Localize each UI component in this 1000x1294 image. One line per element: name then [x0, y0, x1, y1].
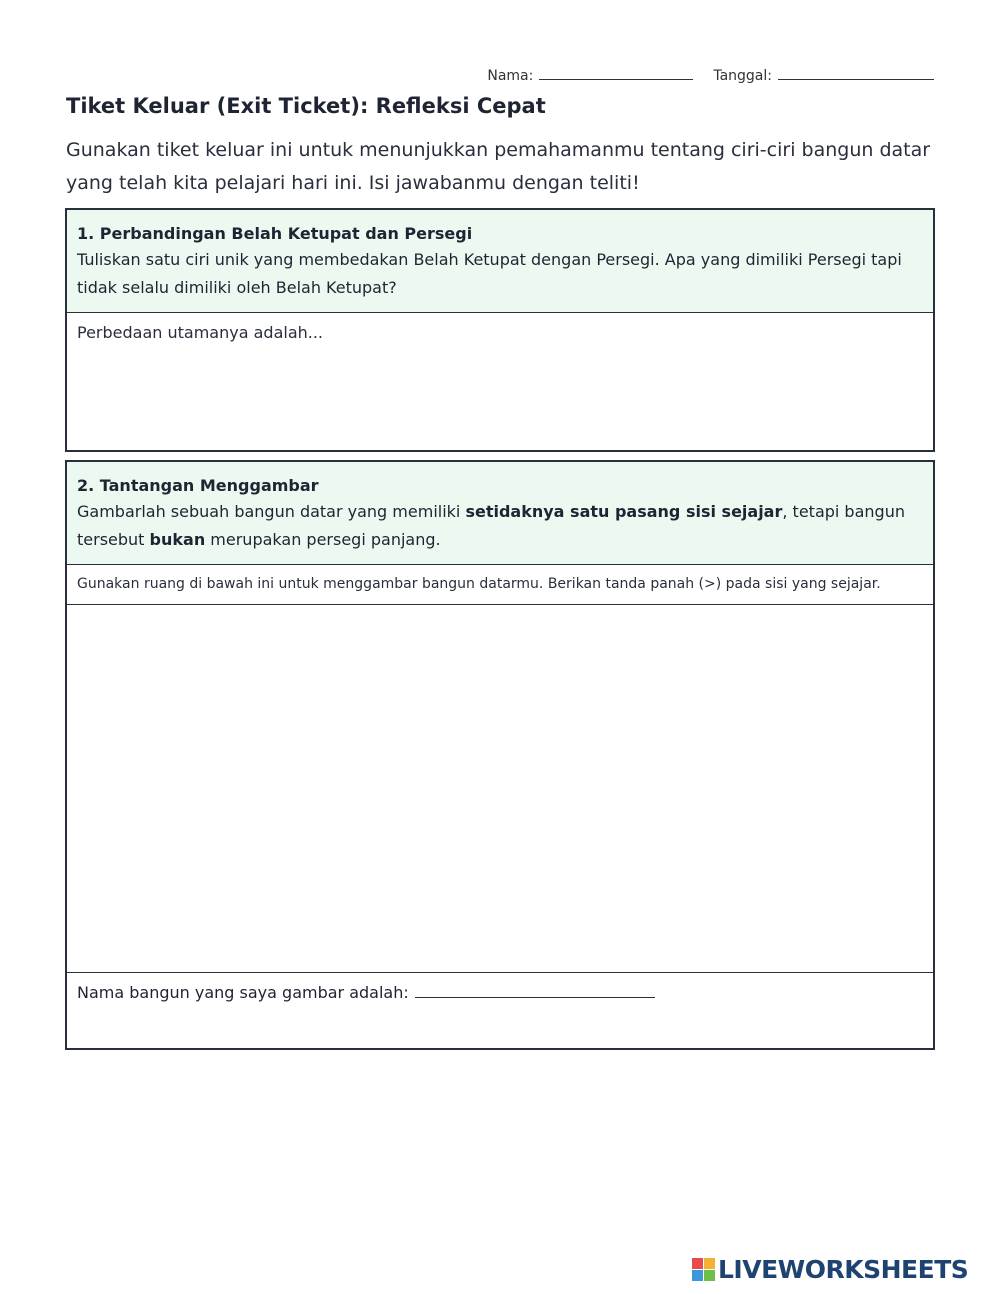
question2-header [67, 462, 933, 565]
question1-answer-prompt: Perbedaan utamanya adalah... [77, 323, 324, 342]
shape-name-input-line[interactable] [415, 997, 655, 998]
question2-text-middle: , tetapi bangun tersebut [77, 502, 905, 549]
name-label: Nama: [487, 68, 534, 84]
question2-text-bold1: setidaknya satu pasang sisi sejajar [465, 502, 783, 521]
shape-name-row [67, 973, 933, 1012]
logo-text: LIVEWORKSHEETS [718, 1255, 969, 1284]
name-field [487, 68, 693, 84]
question2-box [65, 460, 935, 1050]
question2-text [77, 498, 923, 554]
logo-square-4 [704, 1270, 715, 1281]
question1-header [67, 210, 933, 313]
intro-text: Gunakan tiket keluar ini untuk menunjukkan pemahamanmu tentang ciri-ciri bangun datar yang telah kita pelajari hari ini. Isi jawabanmu dengan teliti! [66, 139, 931, 194]
liveworksheets-logo [692, 1255, 968, 1284]
logo-square-2 [704, 1258, 715, 1269]
drawing-area[interactable] [67, 605, 933, 973]
question1-text: Tuliskan satu ciri unik yang membedakan Belah Ketupat dengan Persegi. Apa yang dimiliki Persegi tapi tidak selalu dimiliki oleh Belah Ketupat? [77, 250, 902, 297]
date-field [713, 68, 934, 84]
logo-square-3 [692, 1270, 703, 1281]
question2-title: 2. Tantangan Menggambar [77, 476, 319, 495]
date-label: Tanggal: [713, 68, 772, 84]
name-input-line[interactable] [539, 79, 693, 80]
logo-icon [692, 1258, 715, 1281]
question2-text-bold2: bukan [149, 530, 206, 549]
page-title: Tiket Keluar (Exit Ticket): Refleksi Cepat [66, 94, 546, 118]
question2-hint: Gunakan ruang di bawah ini untuk menggambar bangun datarmu. Berikan tanda panah (>) pada sisi yang sejajar. [67, 565, 933, 605]
date-input-line[interactable] [778, 79, 934, 80]
question2-text-after: merupakan persegi panjang. [205, 530, 441, 549]
question1-answer-area[interactable] [67, 313, 933, 352]
question2-text-before: Gambarlah sebuah bangun datar yang memiliki [77, 502, 466, 521]
shape-name-label: Nama bangun yang saya gambar adalah: [77, 983, 409, 1002]
header-fields [487, 68, 934, 84]
logo-square-1 [692, 1258, 703, 1269]
question1-box [65, 208, 935, 452]
question1-title: 1. Perbandingan Belah Ketupat dan Persegi [77, 224, 473, 243]
